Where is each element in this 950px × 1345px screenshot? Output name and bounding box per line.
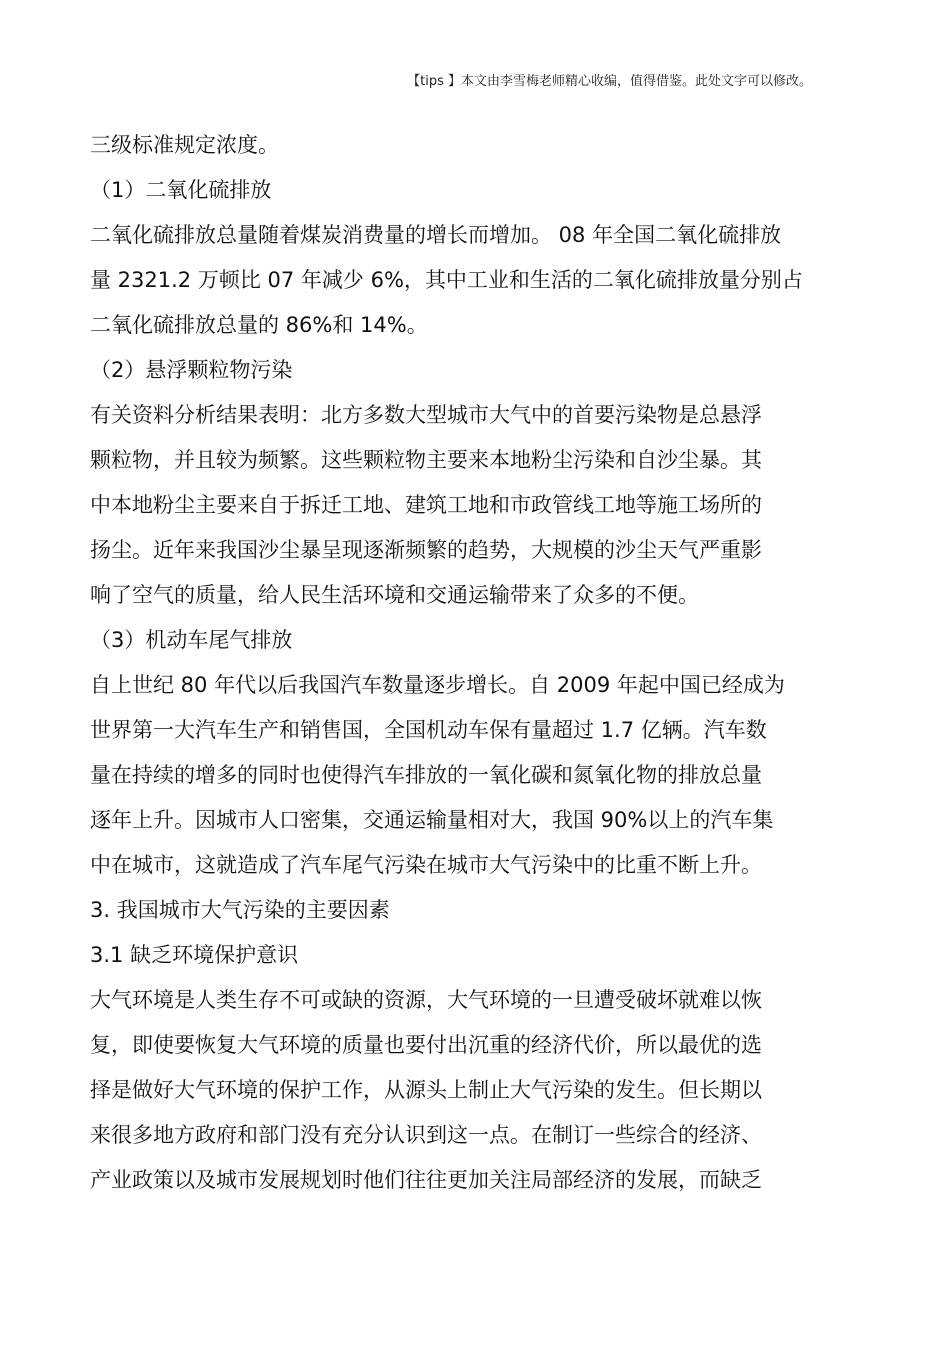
text-line: 自上世纪 80 年代以后我国汽车数量逐步增长。自 2009 年起中国已经成为 xyxy=(90,673,785,697)
text-line: 来很多地方政府和部门没有充分认识到这一点。在制订一些综合的经济、 xyxy=(90,1123,762,1147)
text-line: 大气环境是人类生存不可或缺的资源，大气环境的一旦遭受破坏就难以恢 xyxy=(90,988,762,1012)
text-line: 扬尘。近年来我国沙尘暴呈现逐渐频繁的趋势，大规模的沙尘天气严重影 xyxy=(90,538,762,562)
text-line: 逐年上升。因城市人口密集，交通运输量相对大，我国 90%以上的汽车集 xyxy=(90,808,774,832)
text-line: 中本地粉尘主要来自于拆迁工地、建筑工地和市政管线工地等施工场所的 xyxy=(90,493,762,517)
text-line: 三级标准规定浓度。 xyxy=(90,133,279,157)
section-heading: （2）悬浮颗粒物污染 xyxy=(90,358,293,382)
text-line: 颗粒物，并且较为频繁。这些颗粒物主要来本地粉尘污染和自沙尘暴。其 xyxy=(90,448,762,472)
text-line: 二氧化硫排放总量的 86%和 14%。 xyxy=(90,313,428,337)
section-heading: 3. 我国城市大气污染的主要因素 xyxy=(90,898,390,922)
text-line: 产业政策以及城市发展规划时他们往往更加关注局部经济的发展，而缺乏 xyxy=(90,1168,762,1192)
header-tips: 【tips 】本文由李雪梅老师精心收编，值得借鉴。此处文字可以修改。 xyxy=(407,74,812,89)
text-line: 量在持续的增多的同时也使得汽车排放的一氧化碳和氮氧化物的排放总量 xyxy=(90,763,762,787)
text-line: 有关资料分析结果表明：北方多数大型城市大气中的首要污染物是总悬浮 xyxy=(90,403,762,427)
text-line: 复，即使要恢复大气环境的质量也要付出沉重的经济代价，所以最优的选 xyxy=(90,1033,762,1057)
section-heading: （1）二氧化硫排放 xyxy=(90,178,272,202)
text-line: 响了空气的质量，给人民生活环境和交通运输带来了众多的不便。 xyxy=(90,583,699,607)
text-line: 择是做好大气环境的保护工作，从源头上制止大气污染的发生。但长期以 xyxy=(90,1078,762,1102)
text-line: 世界第一大汽车生产和销售国，全国机动车保有量超过 1.7 亿辆。汽车数 xyxy=(90,718,767,742)
section-heading: （3）机动车尾气排放 xyxy=(90,628,293,652)
subsection-heading: 3.1 缺乏环境保护意识 xyxy=(90,943,299,967)
text-line: 二氧化硫排放总量随着煤炭消费量的增长而增加。 08 年全国二氧化硫排放 xyxy=(90,223,782,247)
text-line: 中在城市，这就造成了汽车尾气污染在城市大气污染中的比重不断上升。 xyxy=(90,853,762,877)
text-line: 量 2321.2 万顿比 07 年减少 6%，其中工业和生活的二氧化硫排放量分别占 xyxy=(90,268,803,292)
